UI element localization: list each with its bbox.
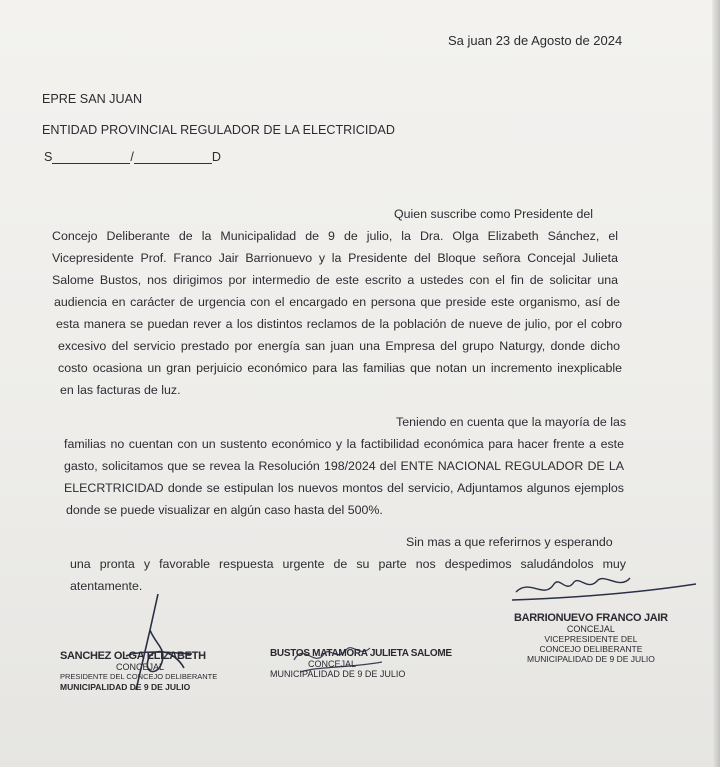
- paragraph-1-line: esta manera se puedan rever a los distintos reclamos de la población de nueve de julio, por el cobro: [56, 317, 622, 331]
- signature-name: BUSTOS MATAMORA JULIETA SALOME: [270, 648, 452, 659]
- ref-blank-2: [134, 150, 212, 164]
- paragraph-3-line: atentamente.: [70, 579, 143, 593]
- signature-block-bustos: [270, 648, 452, 679]
- reference-line: [44, 150, 221, 164]
- paragraph-1-line: Quien suscribe como Presidente del: [394, 207, 594, 221]
- signature-office: MUNICIPALIDAD DE 9 DE JULIO: [60, 682, 191, 692]
- paragraph-1-line: Concejo Deliberante de la Municipalidad de 9 de julio, la Dra. Olga Elizabeth Sánchez, el: [52, 229, 618, 243]
- paragraph-3-line: Sin mas a que referirnos y esperando: [406, 535, 613, 549]
- signature-role: CONCEJAL: [308, 659, 357, 669]
- paragraph-1-line: Vicepresidente Prof. Franco Jair Barrionuevo y la Presidente del Bloque señora Concejal Julieta: [52, 251, 618, 265]
- signature-title-2: CONCEJO DELIBERANTE: [539, 644, 643, 654]
- paragraph-2-line: gasto, solicitamos que se revea la Resolución 198/2024 del ENTE NACIONAL REGULADOR DE LA: [64, 459, 624, 473]
- signature-name: SANCHEZ OLGA ELIZABETH: [60, 650, 206, 662]
- paragraph-3-line: una pronta y favorable respuesta urgente de su parte nos despedimos saludándolos muy: [70, 557, 626, 571]
- paragraph-2-line: ELECRTRICIDAD donde se estipulan los nuevos montos del servicio, Adjuntamos algunos ejemplos: [64, 481, 624, 495]
- paragraph-1-line: audiencia en carácter de urgencia con el encargado en persona que preside este organismo, así de: [54, 295, 620, 309]
- ref-prefix: S: [44, 150, 53, 164]
- page-edge: [712, 0, 720, 767]
- paragraph-1-line: en las facturas de luz.: [60, 383, 181, 397]
- signature-role: CONCEJAL: [116, 662, 165, 672]
- paragraph-2-line: familias no cuentan con un sustento económico y la factibilidad económica para hacer frente a este: [64, 437, 624, 451]
- paragraph-2-line: Teniendo en cuenta que la mayoría de las: [396, 415, 627, 429]
- paragraph-1-line: costo ocasiona un gran perjuicio económico para las familias que notan un incremento inexplicable: [58, 361, 622, 375]
- signature-office: MUNICIPALIDAD DE 9 DE JULIO: [270, 669, 406, 679]
- letter-date: Sa juan 23 de Agosto de 2024: [448, 33, 623, 48]
- ref-slash: /: [130, 150, 134, 164]
- signature-name: BARRIONUEVO FRANCO JAIR: [514, 612, 668, 624]
- signature-title: PRESIDENTE DEL CONCEJO DELIBERANTE: [60, 672, 218, 681]
- ref-suffix: D: [211, 150, 222, 164]
- signature-role: CONCEJAL: [566, 624, 615, 634]
- paragraph-1-line: excesivo del servicio prestado por energía san juan una Empresa del grupo Naturgy, donde dicho: [58, 339, 620, 353]
- paragraph-2-line: donde se puede visualizar en algún caso hasta del 500%.: [66, 503, 383, 517]
- signature-block-barrionuevo: [514, 612, 668, 664]
- signature-title: VICEPRESIDENTE DEL: [544, 634, 638, 644]
- barrionuevo-signature-scribble: [510, 570, 700, 610]
- signature-block-sanchez: [60, 650, 217, 692]
- recipient-line-2: ENTIDAD PROVINCIAL REGULADOR DE LA ELECTRICIDAD: [42, 123, 395, 137]
- ref-blank-1: [52, 150, 130, 164]
- paragraph-1-line: Salome Bustos, nos dirigimos por intermedio de este escrito a ustedes con el fin de solicitar una: [52, 273, 618, 287]
- signature-office: MUNICIPALIDAD DE 9 DE JULIO: [527, 654, 655, 664]
- recipient-line-1: EPRE SAN JUAN: [42, 92, 143, 106]
